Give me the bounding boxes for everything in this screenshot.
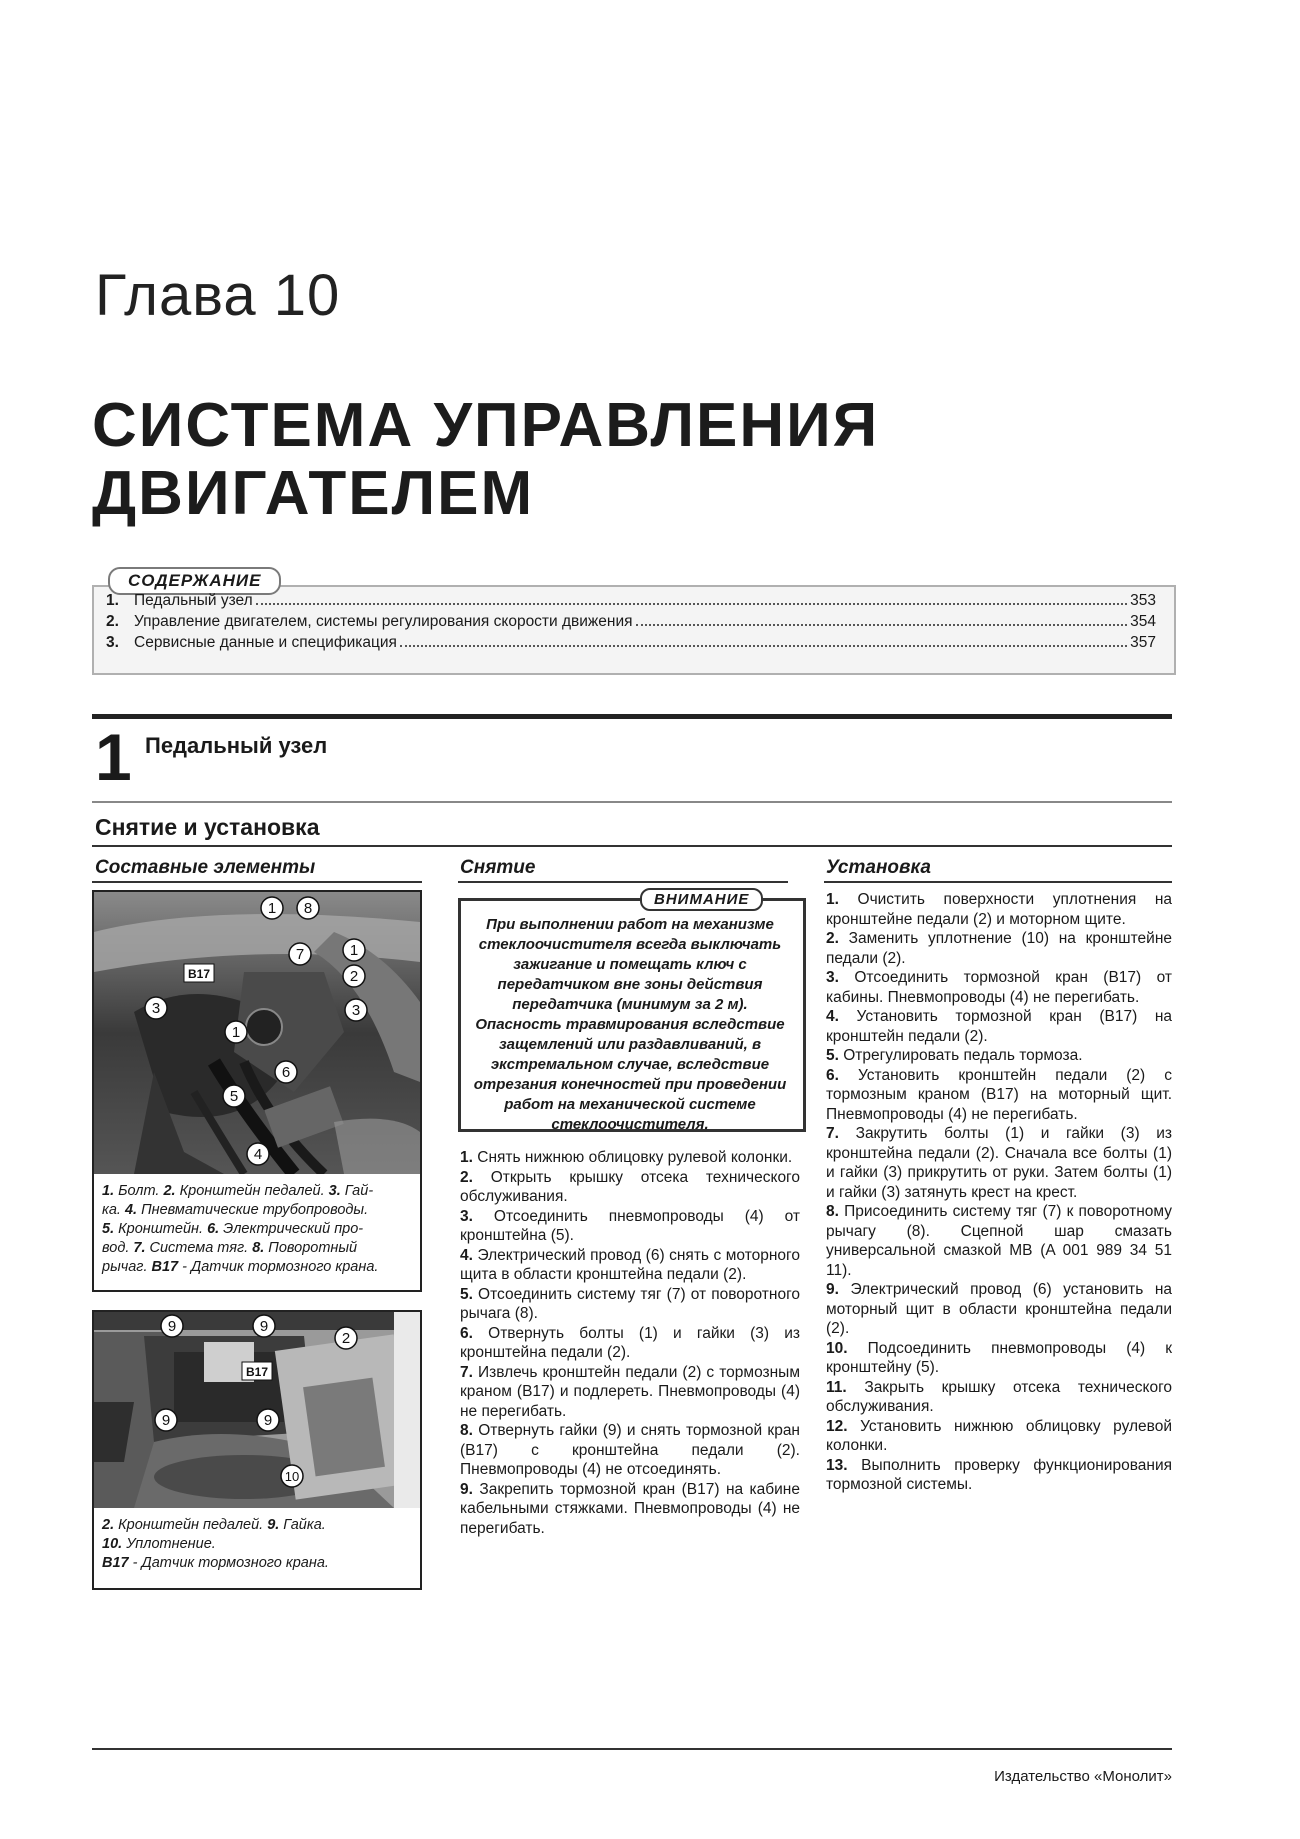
column-heading-install: Установка [826, 857, 931, 878]
marker-callout [343, 965, 365, 987]
install-step: 4. Установить тормозной кран (B17) на кронштейн педали (2). [826, 1008, 1172, 1045]
marker-callout [335, 1327, 357, 1349]
svg-text:7: 7 [295, 946, 305, 963]
toc-item-number: 3. [106, 634, 119, 651]
section-rule-top [92, 714, 1172, 719]
removal-step: 9. Закрепить тормозной кран (B17) на кабине кабельными стяжками. Пневмопроводы (4) не перегибать. [460, 1480, 800, 1537]
caption-text: рычаг. [102, 1259, 152, 1275]
removal-step: 4. Электрический провод (6) снять с моторного щита в области кронштейна педали (2). [460, 1246, 800, 1283]
svg-text:B17: B17 [187, 967, 211, 981]
removal-step: 5. Отсоединить систему тяг (7) от поворотного рычага (8). [460, 1285, 800, 1322]
removal-step: 7. Извлечь кронштейн педали (2) с тормозным краном (B17) и подлереть. Пневмопроводы (4) не перегибать. [460, 1363, 800, 1420]
install-step: 3. Отсоединить тормозной кран (B17) от кабины. Пневмопроводы (4) не перегибать. [826, 969, 1172, 1006]
toc-item[interactable] [106, 590, 1156, 611]
toc-leader-dots [636, 624, 1128, 626]
toc-item[interactable] [106, 632, 1156, 653]
caption-text: ка. [102, 1202, 125, 1218]
svg-text:9: 9 [263, 1412, 273, 1429]
caption-text: Кронштейн педалей. [114, 1517, 268, 1533]
warning-line: При выполнении работ на механизме стеклоочистителя всегда выключать зажигание и помещать ключ с передатчиком вне зоны действия передатчика (минимум за 2 м). [478, 916, 782, 1013]
section-number: 1 [95, 720, 132, 794]
caption-text: Электрический про- [219, 1221, 364, 1237]
svg-text:1: 1 [267, 900, 277, 917]
install-step: 6. Установить кронштейн педали (2) с тормозным краном (B17) на моторный щит. Пневмопроводы (4) не перегибать. [826, 1066, 1173, 1123]
caption-ref: 4. [124, 1202, 138, 1218]
column-heading-rule [92, 881, 422, 883]
caption-ref: B17 [151, 1259, 179, 1275]
toc-item-page: 353 [1130, 592, 1156, 609]
chapter-label: Глава 10 [95, 263, 341, 328]
caption-text: Пневматические трубопроводы. [137, 1202, 369, 1218]
svg-text:8: 8 [303, 900, 313, 917]
removal-step: 8. Отвернуть гайки (9) и снять тормозной кран (B17) с кронштейна педали (2). Пневмопроводы (4) не отсоединять. [460, 1422, 800, 1478]
toc-item-page: 354 [1130, 613, 1156, 630]
section-title: Педальный узел [145, 733, 328, 758]
marker-callout [281, 1465, 303, 1487]
toc-item-number: 1. [106, 592, 119, 609]
install-step: 12. Установить нижнюю облицовку рулевой колонки. [826, 1417, 1172, 1454]
install-step: 2. Заменить уплотнение (10) на кронштейне педали (2). [826, 930, 1172, 967]
install-step: 7. Закрутить болты (1) и гайки (3) из кронштейна педали (2). Сначала все болты (1) и гайки (3) прикрутить от руки. Затем болты (1) и гайки (3) затянуть крест на крест. [826, 1125, 1173, 1201]
caption-ref: 8. [252, 1240, 265, 1256]
column-heading-rule [458, 881, 788, 883]
subsection-title: Снятие и установка [95, 814, 320, 840]
caption-ref: B17 [102, 1555, 129, 1571]
marker-callout [145, 997, 167, 1019]
marker-callout [289, 943, 311, 965]
caption-ref: 6. [207, 1221, 220, 1237]
install-step: 13. Выполнить проверку функционирования тормозной системы. [826, 1456, 1172, 1493]
svg-text:2: 2 [341, 1330, 351, 1347]
toc-item-page: 357 [1130, 634, 1156, 651]
install-step: 5. Отрегулировать педаль тормоза. [826, 1047, 1083, 1064]
svg-text:6: 6 [281, 1064, 291, 1081]
figure-caption [94, 1174, 420, 1283]
toc-item-text: Сервисные данные и спецификация [134, 634, 397, 651]
caption-text: вод. [102, 1240, 134, 1256]
svg-text:3: 3 [351, 1002, 361, 1019]
install-step: 9. Электрический провод (6) установить на моторный щит в области кронштейна педали (2). [826, 1281, 1172, 1337]
marker-callout [261, 897, 283, 919]
install-step: 11. Закрыть крышку отсека технического обслуживания. [826, 1378, 1172, 1415]
marker-callout [155, 1409, 177, 1431]
warning-label: ВНИМАНИЕ [640, 888, 763, 911]
toc-item[interactable] [106, 611, 1156, 632]
removal-step: 6. Отвернуть болты (1) и гайки (3) из кронштейна педали (2). [460, 1324, 801, 1361]
toc-item-text: Управление двигателем, системы регулирования скорости движения [134, 613, 633, 630]
caption-text: - Датчик тормозного крана. [128, 1555, 329, 1571]
caption-ref: 10. [102, 1536, 123, 1552]
caption-text: Болт. [114, 1183, 164, 1199]
chapter-title [92, 392, 1172, 528]
svg-text:3: 3 [151, 1000, 161, 1017]
marker-callout [345, 999, 367, 1021]
marker-callout [223, 1085, 245, 1107]
toc-leader-dots [400, 645, 1127, 647]
marker-callout [253, 1315, 275, 1337]
footer-publisher: Издательство «Монолит» [994, 1768, 1172, 1785]
caption-ref: 5. [102, 1221, 115, 1237]
removal-steps [460, 1148, 800, 1538]
caption-ref: 7. [133, 1240, 146, 1256]
footer-rule [92, 1748, 1172, 1750]
marker-callout [257, 1409, 279, 1431]
column-heading-components: Составные элементы [95, 857, 316, 878]
caption-text: Уплотнение. [122, 1536, 216, 1552]
toc-item-text: Педальный узел [134, 592, 253, 609]
marker-callout [242, 1362, 272, 1380]
svg-text:1: 1 [231, 1024, 241, 1041]
install-steps [826, 890, 1172, 1495]
install-step: 10. Подсоединить пневмопроводы (4) к кронштейну (5). [826, 1339, 1172, 1376]
chapter-title-line-2: ДВИГАТЕЛЕМ [92, 459, 535, 528]
caption-ref: 3. [328, 1183, 341, 1199]
toc-item-number: 2. [106, 613, 119, 630]
svg-text:B17: B17 [245, 1365, 269, 1379]
svg-text:5: 5 [229, 1088, 239, 1105]
marker-callout [297, 897, 319, 919]
removal-step: 3. Отсоединить пневмопроводы (4) от кронштейна (5). [460, 1207, 801, 1244]
caption-ref: 9. [267, 1517, 280, 1533]
figure-1-markers [94, 892, 416, 1172]
caption-text: - Датчик тормозного крана. [178, 1259, 379, 1275]
warning-text [468, 915, 792, 1135]
marker-callout [343, 939, 365, 961]
caption-text: Гай- [340, 1183, 374, 1199]
column-heading-removal: Снятие [460, 857, 536, 878]
svg-text:4: 4 [253, 1146, 263, 1163]
svg-text:9: 9 [167, 1318, 177, 1335]
caption-text: Кронштейн. [114, 1221, 208, 1237]
subsection-rule [92, 845, 1172, 847]
caption-text: Гайка. [279, 1517, 326, 1533]
marker-callout [275, 1061, 297, 1083]
svg-text:9: 9 [161, 1412, 171, 1429]
install-step: 8. Присоединить систему тяг (7) к поворотному рычагу (8). Сцепной шар смазать универсальной смазкой MB (A 001 989 34 51 11). [826, 1203, 1172, 1279]
marker-callout [184, 964, 214, 982]
figure-2-markers [94, 1312, 416, 1508]
section-rule-bottom [92, 801, 1172, 803]
toc-heading: СОДЕРЖАНИЕ [108, 567, 281, 595]
toc-leader-dots [256, 603, 1127, 605]
marker-callout [225, 1021, 247, 1043]
svg-text:10: 10 [284, 1469, 300, 1484]
caption-text: Поворотный [264, 1240, 358, 1256]
removal-step: 2. Открыть крышку отсека технического обслуживания. [460, 1168, 800, 1205]
caption-ref: 2. [102, 1517, 115, 1533]
svg-text:9: 9 [259, 1318, 269, 1335]
removal-step: 1. Снять нижнюю облицовку рулевой колонки. [460, 1149, 793, 1166]
svg-text:2: 2 [349, 968, 359, 985]
marker-callout [161, 1315, 183, 1337]
figure-caption [94, 1508, 420, 1579]
install-step: 1. Очистить поверхности уплотнения на кронштейне педали (2) и моторном щите. [826, 891, 1172, 928]
caption-text: Система тяг. [145, 1240, 253, 1256]
chapter-title-line-1: СИСТЕМА УПРАВЛЕНИЯ [92, 391, 880, 460]
column-heading-rule [824, 881, 1172, 883]
svg-text:1: 1 [349, 942, 359, 959]
toc-list [106, 590, 1156, 653]
warning-line: Опасность травмирования вследствие защемлений или раздавливаний, в экстремальном случае, вследствие отрезания конечностей при проведении работ на механической системе стеклоочистителя. [473, 1016, 787, 1133]
caption-ref: 1. [102, 1183, 115, 1199]
marker-callout [247, 1143, 269, 1165]
caption-text: Кронштейн педалей. [175, 1183, 329, 1199]
caption-ref: 2. [163, 1183, 176, 1199]
